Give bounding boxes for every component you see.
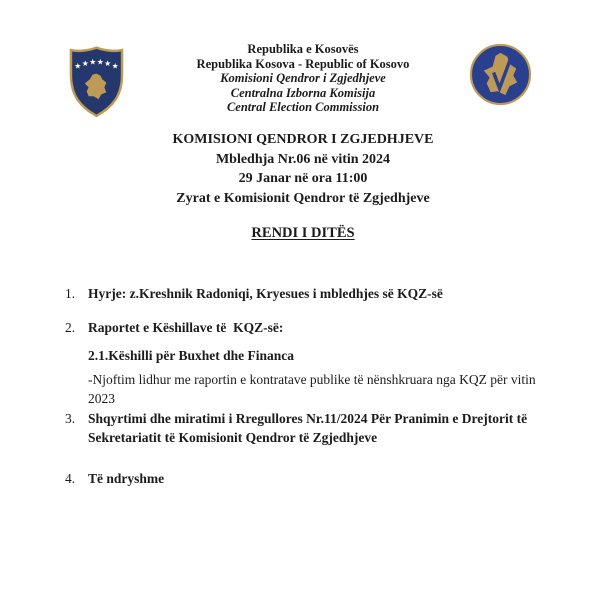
agenda-item-4: [0, 469, 606, 488]
header-line-commission-sq: Komisioni Qendror i Zgjedhjeve: [220, 71, 386, 86]
agenda-heading: [0, 225, 606, 242]
document-header: [0, 0, 606, 118]
agenda-item-1: [0, 284, 606, 303]
agenda-item-1-text: Hyrje: z.Kreshnik Radoniqi, Kryesues i mbledhjes së KQZ-së: [88, 286, 443, 301]
svg-text:★: ★: [111, 61, 119, 71]
svg-text:★: ★: [89, 57, 97, 67]
agenda-item-2-text: Raportet e Këshillave të KQZ-së:: [88, 320, 284, 335]
svg-text:★: ★: [96, 57, 104, 67]
title-meeting-number: Mbledhja Nr.06 në vitin 2024: [215, 151, 391, 167]
agenda-item-3-text: Shqyrtimi dhe miratimi i Rregullores Nr.11/2024 Për Pranimin e Drejtorit të Sekretariatit të Komisionit Qendror të Zgjedhjeve: [88, 411, 531, 445]
agenda-item-3: [0, 409, 606, 447]
title-date-time: 29 Janar në ora 11:00: [238, 171, 368, 186]
agenda-item-3-number: 3.: [65, 411, 76, 426]
title-location: Zyrat e Komisionit Qendror të Zgjedhjeve: [176, 190, 430, 206]
header-line-commission-en: Central Election Commission: [226, 100, 380, 115]
svg-text:★: ★: [74, 61, 82, 71]
meeting-title-block: [0, 130, 606, 208]
agenda-item-1-number: 1.: [65, 286, 76, 301]
title-institution: KOMISIONI QENDROR I ZGJEDHJEVE: [172, 132, 434, 147]
agenda-item-4-number: 4.: [65, 471, 76, 486]
svg-text:★: ★: [104, 58, 112, 68]
agenda-item-4-text: Të ndryshme: [88, 471, 165, 486]
agenda-item-2: [0, 318, 606, 337]
agenda-item-2-1-note: -Njoftim lidhur me raportin e kontratave publike të nënshkruara nga KQZ për vitin 2023: [88, 372, 536, 406]
agenda-list: [0, 284, 606, 488]
kqz-logo-icon: [469, 43, 532, 106]
agenda-item-2-number: 2.: [65, 320, 76, 335]
svg-text:★: ★: [81, 58, 89, 68]
header-line-commission-sr: Centralna Izborna Komisija: [230, 85, 376, 100]
header-line-republic-sq: Republika e Kosovës: [247, 42, 359, 56]
agenda-item-2-1-heading: 2.1.Këshilli për Buxhet dhe Financa: [88, 348, 295, 363]
kosovo-coat-of-arms-icon: [68, 45, 125, 119]
header-line-republic-en: Republika Kosova - Republic of Kosovo: [196, 56, 410, 71]
agenda-heading-text: RENDI I DITËS: [251, 225, 355, 241]
